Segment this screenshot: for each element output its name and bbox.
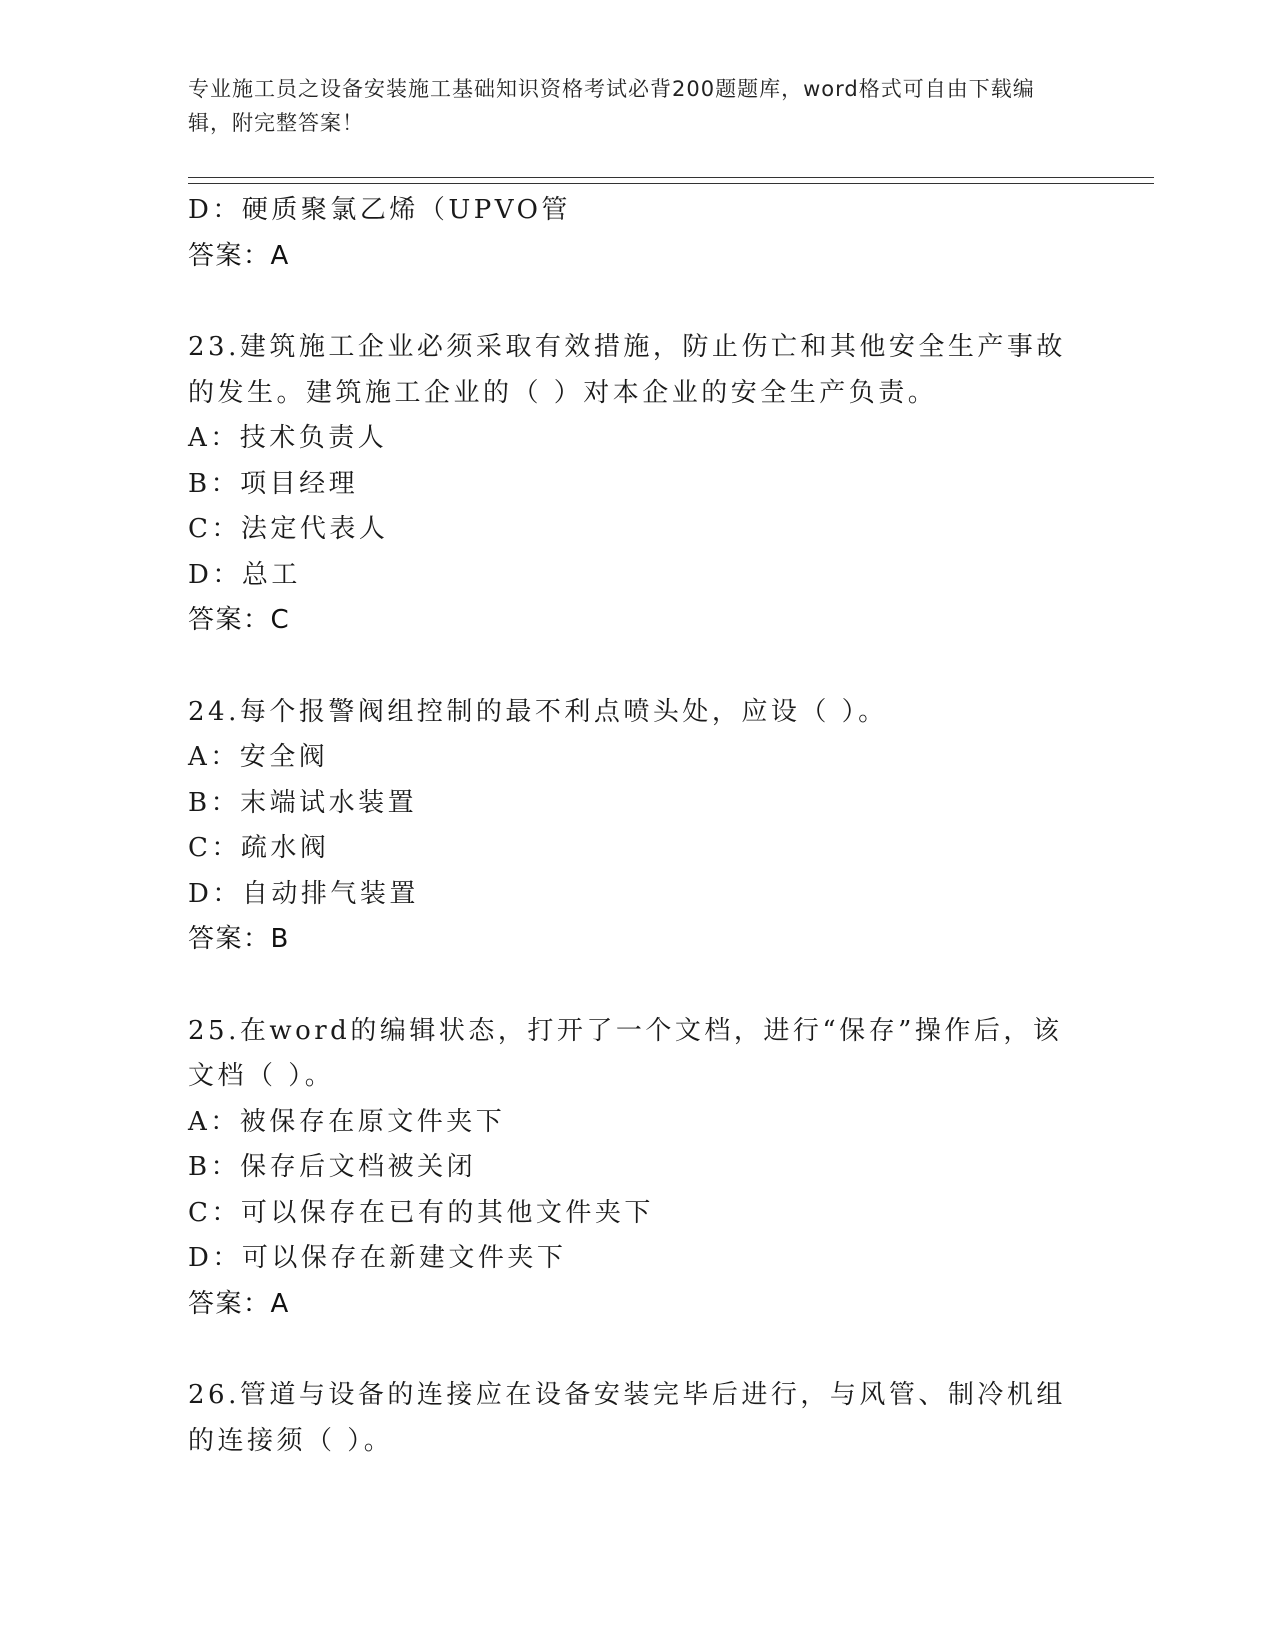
spacer bbox=[188, 279, 1088, 325]
option-a: A：技术负责人 bbox=[188, 423, 388, 453]
option-a: A：被保存在原文件夹下 bbox=[188, 1106, 506, 1137]
option-b: B：末端试水装置 bbox=[188, 787, 418, 818]
spacer bbox=[188, 1327, 1088, 1373]
document-body bbox=[188, 188, 1088, 1464]
header-divider-top bbox=[188, 177, 1154, 178]
option-d: D：总工 bbox=[188, 559, 301, 590]
option-d: D：可以保存在新建文件夹下 bbox=[188, 1243, 567, 1273]
question-stem: 24.每个报警阀组控制的最不利点喷头处，应设（ ）。 bbox=[188, 696, 888, 727]
answer: 答案：A bbox=[188, 240, 290, 271]
option-c: C：可以保存在已有的其他文件夹下 bbox=[188, 1197, 654, 1228]
option-c: C：法定代表人 bbox=[188, 514, 389, 544]
option-d: D：自动排气装置 bbox=[188, 878, 419, 909]
answer: 答案：B bbox=[188, 924, 290, 954]
page-header: 专业施工员之设备安装施工基础知识资格考试必背200题题库，word格式可自由下载编辑，附完整答案！ bbox=[188, 77, 1035, 135]
question-stem: 23.建筑施工企业必须采取有效措施，防止伤亡和其他安全生产事故的发生。建筑施工企业的（ ）对本企业的安全生产负责。 bbox=[188, 332, 1066, 408]
question-25 bbox=[188, 1009, 1088, 1328]
option-d: D：硬质聚氯乙烯（UPVO管 bbox=[188, 195, 571, 225]
question-stem: 25.在word的编辑状态，打开了一个文档，进行“保存”操作后，该文档（ ）。 bbox=[188, 1015, 1063, 1091]
option-b: B：项目经理 bbox=[188, 468, 359, 499]
option-b: B：保存后文档被关闭 bbox=[188, 1152, 477, 1182]
answer: 答案：A bbox=[188, 1288, 290, 1319]
spacer bbox=[188, 963, 1088, 1009]
option-a: A：安全阀 bbox=[188, 742, 329, 772]
option-c: C：疏水阀 bbox=[188, 833, 330, 863]
question-24 bbox=[188, 690, 1088, 963]
question-23 bbox=[188, 325, 1088, 644]
header-divider-bottom bbox=[188, 183, 1154, 184]
question-stem: 26.管道与设备的连接应在设备安装完毕后进行，与风管、制冷机组的连接须（ ）。 bbox=[188, 1380, 1066, 1456]
spacer bbox=[188, 644, 1088, 690]
question-26 bbox=[188, 1373, 1088, 1464]
answer: 答案：C bbox=[188, 605, 291, 635]
